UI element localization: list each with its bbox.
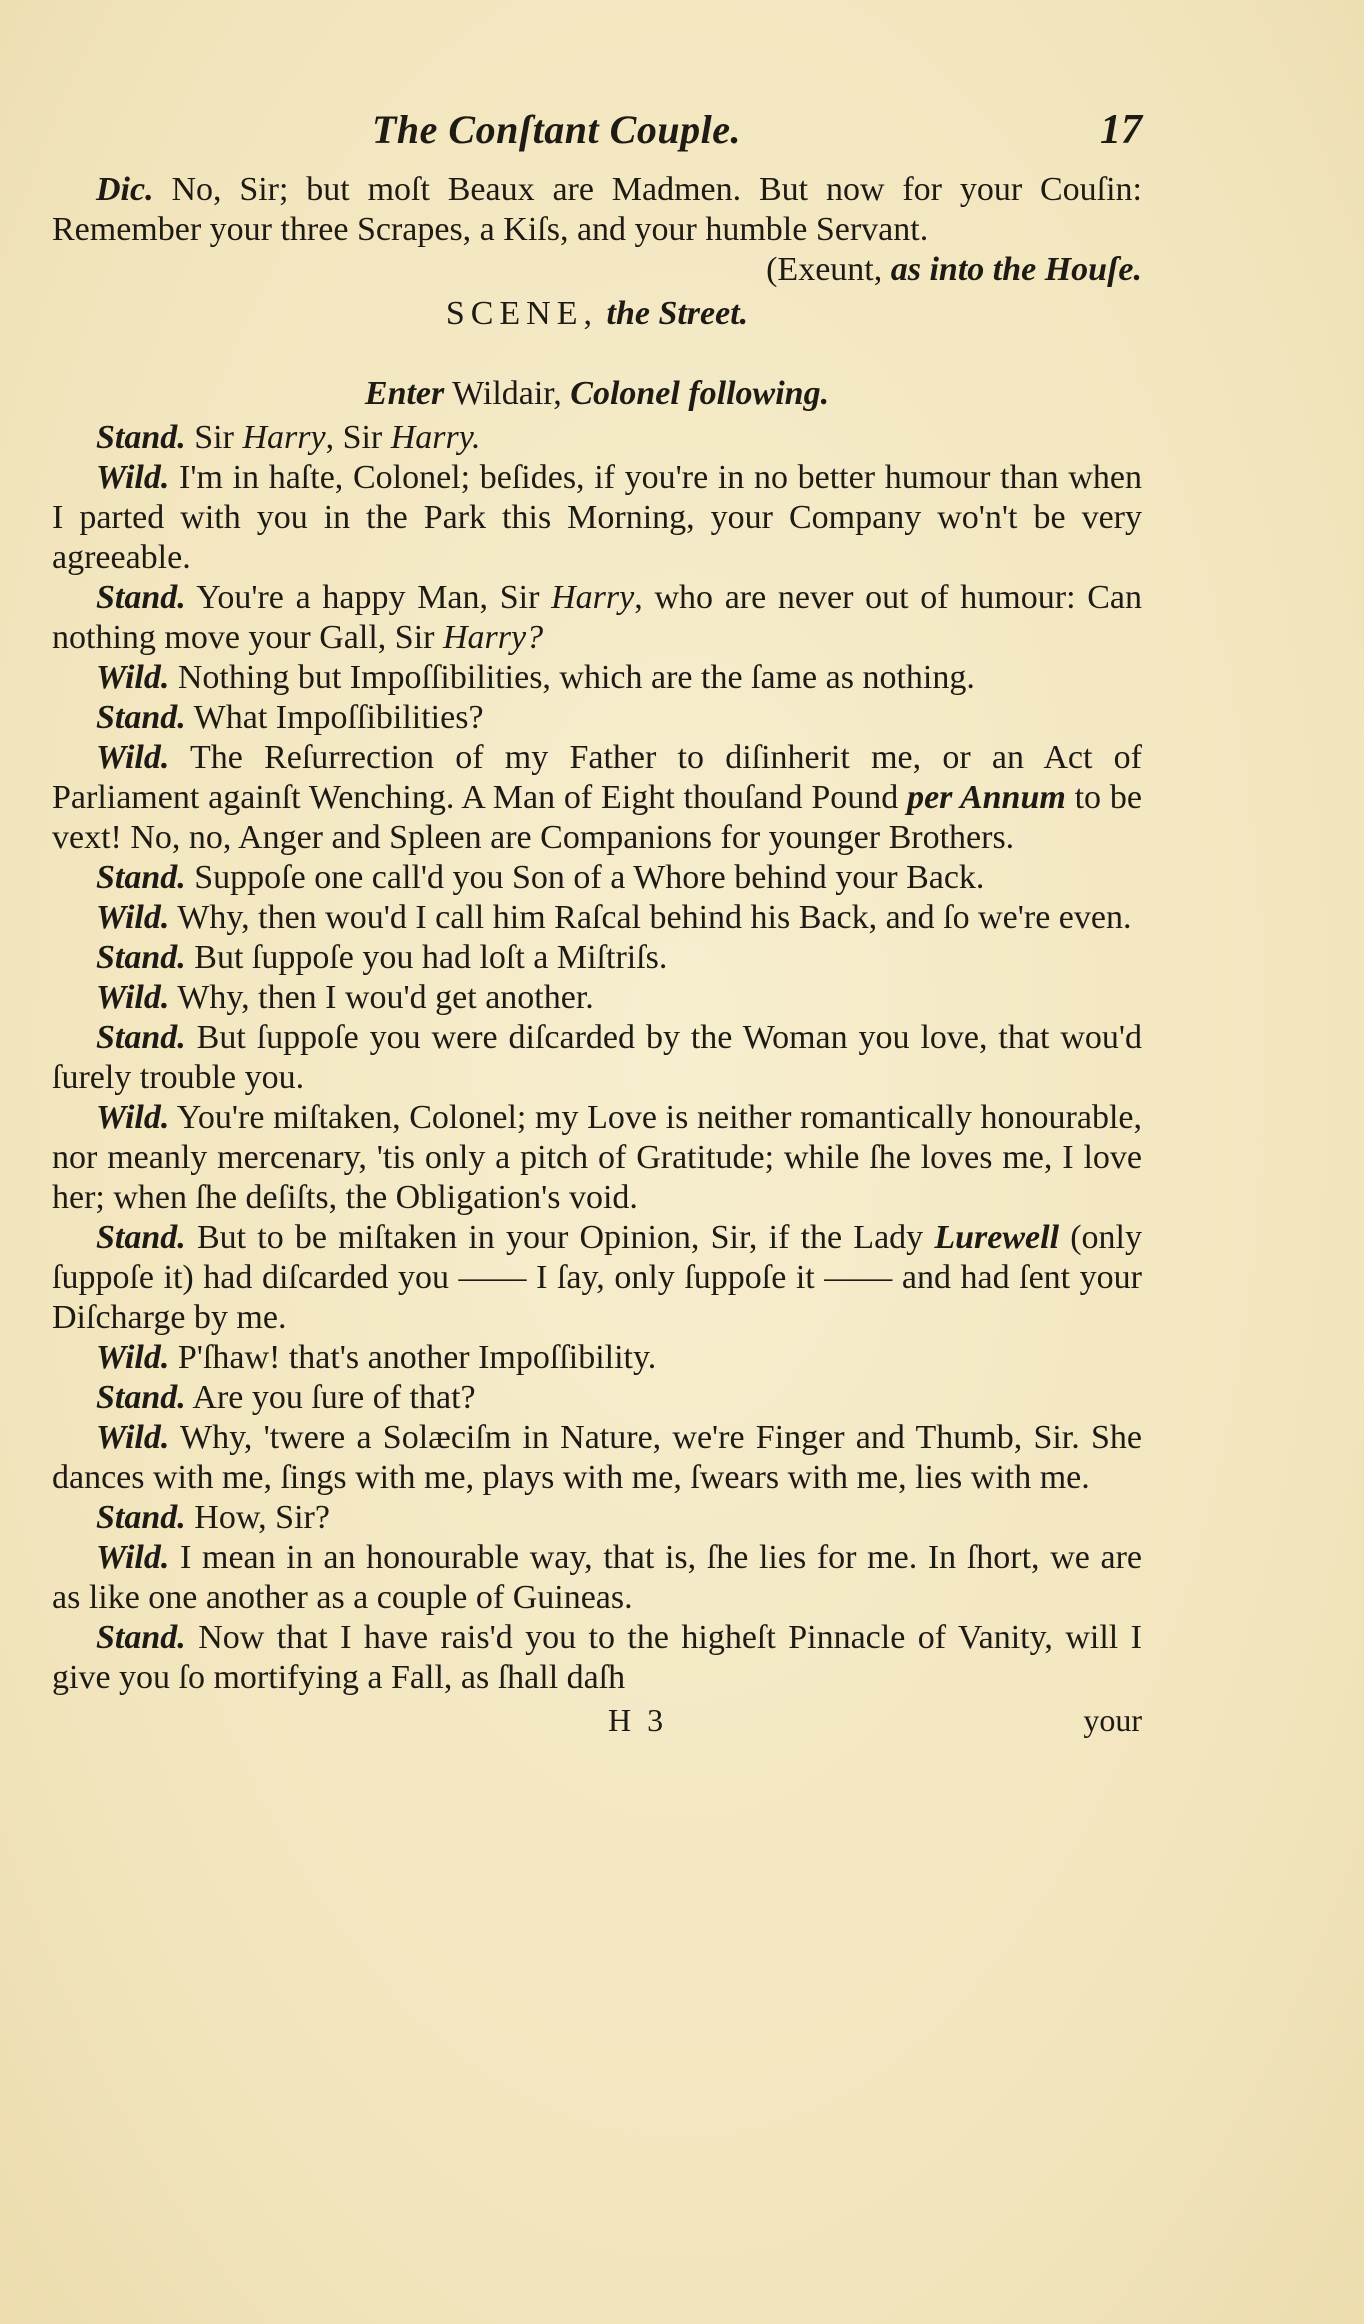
speech-text: Harry [551, 579, 635, 616]
text-block [52, 107, 1142, 1740]
speech [52, 738, 1142, 858]
speaker-label: Stand. [96, 419, 186, 456]
speaker-label: Wild. [96, 899, 170, 936]
speaker-label: Stand. [96, 939, 186, 976]
speech-text: But to be miſtaken in your Opinion, Sir, if the Lady [185, 1219, 935, 1256]
scene-heading [52, 294, 1142, 334]
page-header [52, 107, 1142, 170]
page-number: 17 [1100, 107, 1142, 153]
speech-text: per Annum [907, 779, 1066, 816]
speaker-label: Stand. [96, 1019, 186, 1056]
speech-text: Suppoſe one call'd you Son of a Whore behind your Back. [185, 859, 985, 896]
enter-word: Enter [364, 375, 445, 412]
speaker-label: Stand. [96, 579, 186, 616]
speech [52, 658, 1142, 698]
speaker-label: Wild. [96, 979, 170, 1016]
speech-text: No, Sir; but moſt Beaux are Madmen. But now for your Couſin: Remember your three Scrapes, a Kiſs, and your humble Servant. [52, 171, 1142, 248]
speech [52, 1418, 1142, 1498]
speech [52, 1498, 1142, 1538]
speech [52, 1618, 1142, 1698]
speaker-label: Stand. [96, 859, 186, 896]
speech-text: But ſuppoſe you had loſt a Miſtriſs. [185, 939, 668, 976]
speech-text: Now that I have rais'd you to the higheſt Pinnacle of Vanity, will I give you ſo mortifying a Fall, as ſhall daſh [52, 1619, 1142, 1696]
speech [52, 898, 1142, 938]
catchword: your [1083, 1702, 1142, 1738]
speech [52, 578, 1142, 658]
dialogue [52, 418, 1142, 1698]
speech [52, 1218, 1142, 1338]
speech [52, 1538, 1142, 1618]
speech-text: to be vext! No, no, Anger and Spleen are Companions for younger Brothers. [52, 779, 1142, 856]
speech-text: But ſuppoſe you were diſcarded by the Woman you love, that wou'd ſurely trouble you. [52, 1019, 1142, 1096]
speech [52, 1018, 1142, 1098]
page-footer [52, 1700, 1142, 1740]
speaker-label: Wild. [96, 459, 170, 496]
speech [52, 458, 1142, 578]
speaker-label: Dic. [96, 171, 154, 208]
speech-text: Harry. [390, 419, 481, 456]
speech-text: , Sir [325, 419, 391, 456]
entrance-rest: Colonel following. [570, 375, 830, 412]
speech-text: You're a happy Man, Sir [185, 579, 552, 616]
speaker-label: Stand. [96, 1619, 186, 1656]
speech-text: Are you ſure of that? [185, 1379, 476, 1416]
speech-text: Harry [242, 419, 326, 456]
speech-text: Sir [185, 419, 243, 456]
speaker-label: Stand. [96, 1219, 186, 1256]
signature-mark: H 3 [608, 1702, 668, 1738]
speaker-label: Wild. [96, 659, 170, 696]
speech [52, 418, 1142, 458]
stage-direction-italic: as into the Houſe. [890, 251, 1142, 288]
speech-text: I'm in haſte, Colonel; beſides, if you're in no better humour than when I parted with you in the Park this Morning, your Company wo'n't be very agreeable. [52, 459, 1142, 576]
scene-label: SCENE, [445, 295, 598, 332]
speaker-label: Wild. [96, 1539, 170, 1576]
speech [52, 1098, 1142, 1218]
entrance-name: Wildair, [452, 375, 562, 412]
speech-text: You're miſtaken, Colonel; my Love is neither romantically honourable, nor meanly mercenary, 'tis only a pitch of Gratitude; while ſhe loves me, I love her; when ſhe deſiſts, the Obligation's void. [52, 1099, 1142, 1216]
speech-text: Harry? [442, 619, 544, 656]
speech-text: , who are never out of humour: Can nothing move your Gall, Sir [52, 579, 1142, 656]
speech-text: P'ſhaw! that's another Impoſſibility. [169, 1339, 657, 1376]
speech-text: I mean in an honourable way, that is, ſhe lies for me. In ſhort, we are as like one another as a couple of Guineas. [52, 1539, 1142, 1616]
speaker-label: Wild. [96, 1339, 170, 1376]
scene-place: the Street. [606, 295, 749, 332]
running-title: The Conſtant Couple. [372, 107, 741, 152]
speaker-label: Wild. [96, 739, 170, 776]
speaker-label: Stand. [96, 1499, 186, 1536]
speech-text: Why, 'twere a Solæciſm in Nature, we're Finger and Thumb, Sir. She dances with me, ſings with me, plays with me, ſwears with me, lies with me. [52, 1419, 1142, 1496]
entrance-direction [52, 374, 1142, 414]
speaker-label: Stand. [96, 1379, 186, 1416]
speech-text: (only ſuppoſe it) had diſcarded you —— I ſay, only ſuppoſe it —— and had ſent your Diſcharge by me. [52, 1219, 1142, 1336]
speech [52, 698, 1142, 738]
stage-direction-exeunt [722, 250, 1142, 290]
speaker-label: Wild. [96, 1099, 170, 1136]
speech-text: Lurewell [934, 1219, 1060, 1256]
stage-direction-roman: (Exeunt, [766, 251, 883, 288]
speech [52, 1338, 1142, 1378]
speech-text: Why, then I wou'd get another. [169, 979, 594, 1016]
speech-text: Nothing but Impoſſibilities, which are the ſame as nothing. [169, 659, 975, 696]
speech [52, 978, 1142, 1018]
speaker-label: Stand. [96, 699, 186, 736]
speech-text: How, Sir? [185, 1499, 330, 1536]
speech-text: The Reſurrection of my Father to diſinherit me, or an Act of Parliament againſt Wenching. A Man of Eight thouſand Pound [52, 739, 1142, 816]
speech [52, 938, 1142, 978]
speech-text: Why, then wou'd I call him Raſcal behind his Back, and ſo we're even. [169, 899, 1132, 936]
speech-dic [52, 170, 1142, 288]
speech [52, 1378, 1142, 1418]
speech [52, 858, 1142, 898]
speech-text: What Impoſſibilities? [185, 699, 484, 736]
speaker-label: Wild. [96, 1419, 170, 1456]
